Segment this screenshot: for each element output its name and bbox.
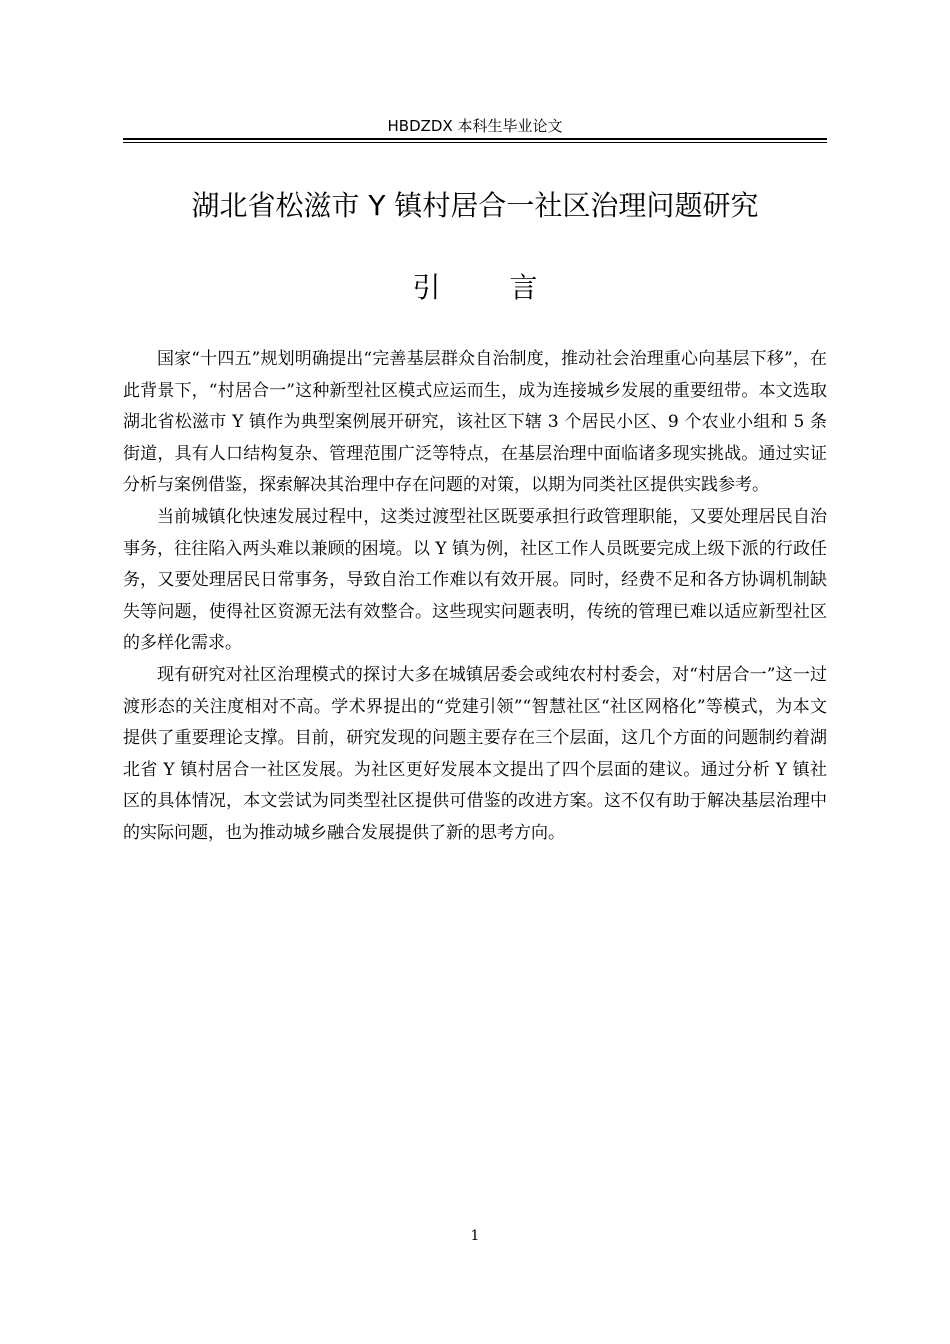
page-number: 1 — [470, 1228, 480, 1244]
running-header: HBDZDX 本科生毕业论文 — [387, 117, 563, 135]
header-divider-thin — [123, 142, 827, 143]
paragraph: 国家“十四五”规划明确提出“完善基层群众自治制度，推动社会治理重心向基层下移”，在此背景下，“村居合一”这种新型社区模式应运而生，成为连接城乡发展的重要纽带。本文选取湖北省松滋市 Y 镇作为典型案例展开研究，该社区下辖 3 个居民小区、9 个农业小组和 5 条街道，具有人口结构复杂、管理范围广泛等特点，在基层治理中面临诸多现实挑战。通过实证分析与案例借鉴，探索解决其治理中存在问题的对策，以期为同类社区提供实践参考。 — [123, 349, 827, 496]
paragraph: 当前城镇化快速发展过程中，这类过渡型社区既要承担行政管理职能，又要处理居民自治事务，往往陷入两头难以兼顾的困境。以 Y 镇为例，社区工作人员既要完成上级下派的行政任务，又要处理居民日常事务，导致自治工作难以有效开展。同时，经费不足和各方协调机制缺失等问题，使得社区资源无法有效整合。这些现实问题表明，传统的管理已难以适应新型社区的多样化需求。 — [123, 506, 827, 654]
paragraph: 现有研究对社区治理模式的探讨大多在城镇居委会或纯农村村委会，对“村居合一”这一过渡形态的关注度相对不高。学术界提出的“党建引领”“智慧社区“社区网格化”等模式，为本文提供了重要理论支撑。目前，研究发现的问题主要存在三个层面，这几个方面的问题制约着湖北省 Y 镇村居合一社区发展。为社区更好发展本文提出了四个层面的建议。通过分析 Y 镇社区的具体情况，本文尝试为同类型社区提供可借鉴的改进方案。这不仅有助于解决基层治理中的实际问题，也为推动城乡融合发展提供了新的思考方向。 — [123, 664, 827, 843]
body-text — [123, 344, 827, 850]
section-heading: 引 言 — [412, 271, 568, 304]
document-title: 湖北省松滋市 Y 镇村居合一社区治理问题研究 — [191, 189, 759, 222]
header-divider — [123, 138, 827, 140]
